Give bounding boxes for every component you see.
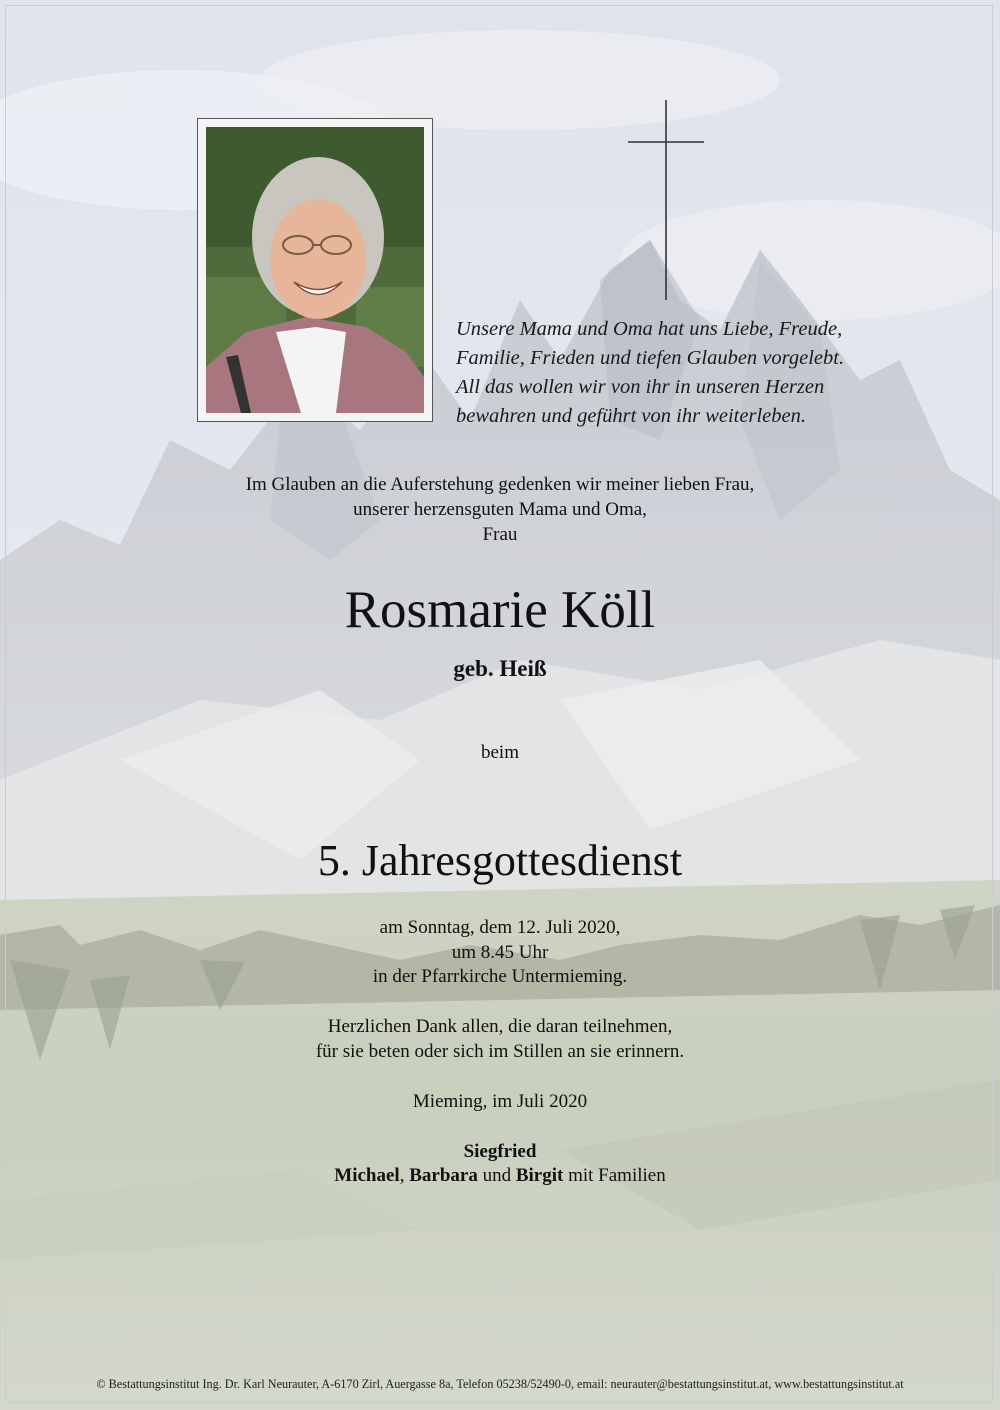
family-name: Birgit: [515, 1165, 564, 1186]
intro-line: Frau: [482, 524, 518, 545]
place-date: Mieming, im Juli 2020: [412, 1091, 588, 1112]
family-line: [0, 1164, 1000, 1188]
family-separator: ,: [399, 1165, 410, 1186]
family-suffix: mit Familien: [563, 1165, 666, 1186]
family-first: Siegfried: [463, 1141, 537, 1162]
quote-line: All das wollen wir von ihr in unseren Herzen: [456, 376, 825, 398]
family-conjunction: und: [477, 1165, 516, 1186]
service-details: [0, 916, 1000, 990]
occasion-preposition: beim: [481, 742, 519, 763]
thanks-line: Herzlichen Dank allen, die daran teilnehmen,: [327, 1016, 673, 1037]
family-name: Michael: [334, 1165, 400, 1186]
portrait-photo: [197, 118, 433, 422]
funeral-home-footer: © Bestattungsinstitut Ing. Dr. Karl Neurauter, A-6170 Zirl, Auergasse 8a, Telefon 05238/52490-0, email: neurauter@bestattungsinstitut.at, www.bestattungsinstitut.at: [96, 1377, 904, 1391]
service-title: 5. Jahresgottesdienst: [317, 836, 683, 885]
deceased-name: Rosmarie Köll: [344, 581, 656, 639]
thanks-text: [0, 1015, 1000, 1064]
detail-line: am Sonntag, dem 12. Juli 2020,: [379, 917, 621, 938]
thanks-line: für sie beten oder sich im Stillen an sie erinnern.: [315, 1040, 685, 1062]
detail-line: in der Pfarrkirche Untermieming.: [372, 966, 628, 987]
portrait-image: [206, 127, 424, 413]
intro-line: Im Glauben an die Auferstehung gedenken wir meiner lieben Frau,: [245, 474, 755, 495]
detail-line: um 8.45 Uhr: [451, 941, 549, 963]
intro-line: unserer herzensguten Mama und Oma,: [353, 499, 647, 520]
quote-line: bewahren und geführt von ihr weiterleben.: [456, 405, 806, 427]
maiden-name: geb. Heiß: [453, 656, 547, 681]
memorial-quote: [456, 315, 976, 431]
intro-text: [0, 472, 1000, 547]
family-name: Barbara: [409, 1165, 478, 1186]
quote-line: Familie, Frieden und tiefen Glauben vorgelebt.: [456, 347, 845, 369]
quote-line: Unsere Mama und Oma hat uns Liebe, Freude,: [456, 318, 843, 340]
cross-icon: [625, 100, 707, 300]
page-border: [5, 5, 993, 1403]
